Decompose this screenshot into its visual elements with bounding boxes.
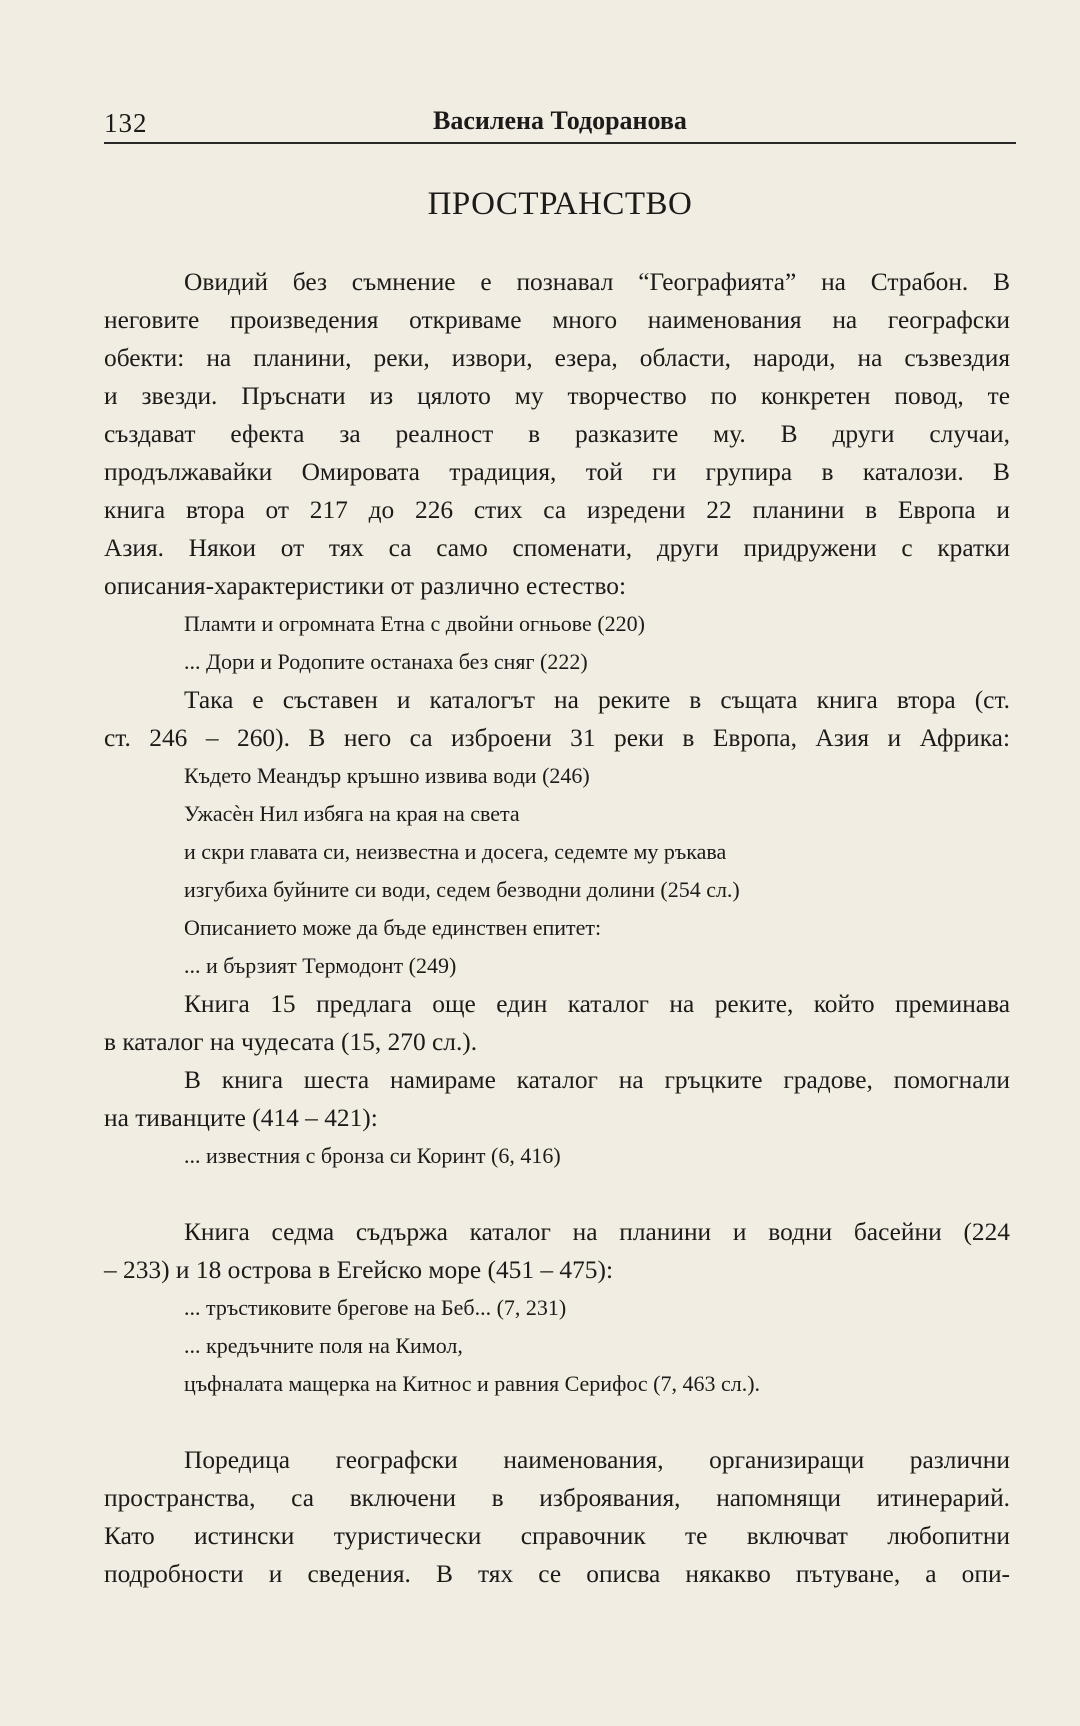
running-header bbox=[104, 104, 1016, 144]
chapter-title: ПРОСТРАНСТВО bbox=[427, 186, 693, 222]
text-line: пространства, са включени в изброявания, напомнящи итинерарий. bbox=[104, 1484, 1010, 1512]
verse-quote: изгубиха буйните си води, седем безводни долини (254 сл.) bbox=[184, 877, 740, 902]
text-line: обекти: на планини, реки, извори, езера, области, народи, на съзвездия bbox=[104, 344, 1010, 372]
text-line: Книга седма съдържа каталог на планини и водни басейни (224 bbox=[184, 1218, 1010, 1246]
text-line: и звезди. Пръснати из цялото му творчество по конкретен повод, те bbox=[104, 382, 1010, 410]
verse-quote: Описанието може да бъде единствен епитет: bbox=[184, 915, 602, 940]
text-line: книга втора от 217 до 226 стих са изредени 22 планини в Европа и bbox=[104, 496, 1010, 524]
paragraph-gap bbox=[104, 1175, 1010, 1213]
text-line: Книга 15 предлага още един каталог на реките, който преминава bbox=[184, 990, 1010, 1018]
verse-quote: и скри главата си, неизвестна и досега, седемте му ръкава bbox=[184, 839, 727, 864]
verse-quote: ... известния с бронза си Коринт (6, 416) bbox=[184, 1143, 561, 1168]
verse-quote: цъфналата мащерка на Китнос и равния Серифос (7, 463 сл.). bbox=[184, 1371, 761, 1396]
text-line: ст. 246 – 260). В него са изброени 31 реки в Европа, Азия и Африка: bbox=[104, 724, 1010, 752]
verse-quote: ... кредъчните поля на Кимол, bbox=[184, 1333, 463, 1358]
text-line: създават ефекта за реалност в разказите му. В други случаи, bbox=[104, 420, 1010, 448]
text-line: – 233) и 18 острова в Егейско море (451 – 475): bbox=[104, 1256, 614, 1284]
verse-quote: Където Меандър кръшно извива води (246) bbox=[184, 763, 590, 788]
verse-quote: ... и бързият Термодонт (249) bbox=[184, 953, 457, 978]
verse-quote: Ужасèн Нил избяга на края на света bbox=[184, 801, 520, 826]
text-line: Поредица географски наименования, организиращи различни bbox=[184, 1446, 1010, 1474]
text-line: подробности и сведения. В тях се описва някакво пътуване, а опи- bbox=[104, 1560, 1010, 1588]
text-line: неговите произведения откриваме много наименования на географски bbox=[104, 306, 1010, 334]
body-text bbox=[104, 263, 1010, 1593]
page-number: 132 bbox=[104, 108, 148, 138]
text-line: Така е съставен и каталогът на реките в същата книга втора (ст. bbox=[184, 686, 1010, 714]
text-line: Овидий без съмнение е познавал “Географията” на Страбон. В bbox=[184, 268, 1010, 296]
text-line: Като истински туристически справочник те включват любопитни bbox=[104, 1522, 1010, 1550]
text-line: Азия. Някои от тях са само споменати, други придружени с кратки bbox=[104, 534, 1010, 562]
text-line: в каталог на чудесата (15, 270 сл.). bbox=[104, 1028, 478, 1056]
verse-quote: ... тръстиковите брегове на Беб... (7, 231) bbox=[184, 1295, 567, 1320]
text-line: В книга шеста намираме каталог на гръцките градове, помогнали bbox=[184, 1066, 1010, 1094]
verse-quote: Пламти и огромната Етна с двойни огньове (220) bbox=[184, 611, 645, 636]
text-line: описания-характеристики от различно естество: bbox=[104, 572, 627, 600]
paragraph-gap bbox=[104, 1403, 1010, 1441]
running-head-author: Василена Тодоранова bbox=[433, 106, 687, 135]
verse-quote: ... Дори и Родопите останаха без сняг (222) bbox=[184, 649, 588, 674]
text-line: продължавайки Омировата традиция, той ги групира в каталози. В bbox=[104, 458, 1010, 486]
text-line: на тиванците (414 – 421): bbox=[104, 1104, 378, 1132]
